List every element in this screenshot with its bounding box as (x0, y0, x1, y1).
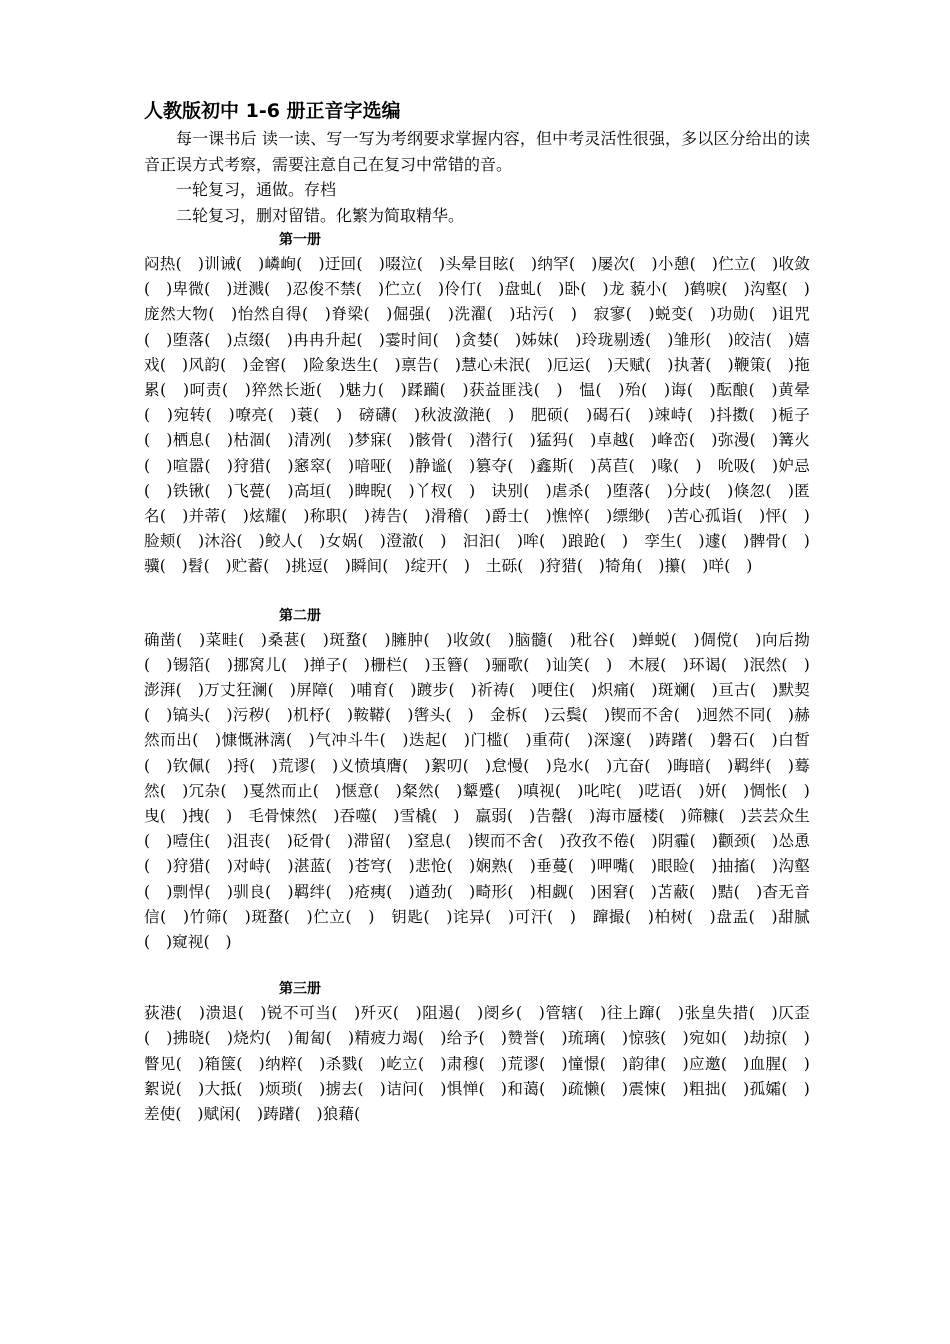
section-body-book3: 荻港( )溃退( )锐不可当( )歼灭( )阻遏( )阌乡( )管辖( )往上蹿( )张皇失措( )仄歪( )拂晓( )烧灼( )匍匐( )精疲力竭( )给予( )赞誉( )琉璃( )惊骇( )宛如( )劫掠( )瞥见( )箱箧( )纳粹( )杀戮( )屹立( )肃穆( )荒谬( )憧憬( )韵律( )应邀( )血腥( )絮说( )大抵( )烦琐( )掳去( )诘问( )惧惮( )和蔼( )疏懒( )震悚( )粗拙( )孤孀( )差使( )赋闲( )踌躇( )狼藉( (144, 1004, 810, 1124)
document-page (144, 96, 810, 1127)
document-title: 人教版初中 1-6 册正音字选编 (144, 100, 401, 122)
review-note-first: 一轮复习，通做。存档 (176, 180, 337, 199)
section-spacer (144, 580, 810, 604)
section-spacer (144, 955, 810, 977)
section-heading-book1: 第一册 (279, 232, 321, 248)
intro-paragraph: 每一课书后 读一读、写一写为考纲要求掌握内容，但中考灵活性很强，多以区分给出的读音正误方式考察，需要注意自己在复习中常错的音。 (144, 129, 810, 174)
section-body-book2: 确凿( )菜畦( )桑葚( )斑蝥( )臃肿( )收敛( )脑髓( )秕谷( )蝉蜕( )倜傥( )向后拗( )锡箔( )挪窝儿( )掸子( )栅栏( )玉簪( )骊歌( )讪笑( ) 木屐( )环谒( )泯然( )澎湃( )万丈狂澜( )屏障( )哺育( )踱步( )祈祷( )哽住( )炽痛( )斑斓( )亘古( )默契( )镐头( )污秽( )机杼( )鞍鞯( )辔头( ) 金柝( )云鬓( )锲而不舍( )迥然不同( )赫然而出( )慷慨淋漓( )气冲斗牛( )迭起( )门槛( )重荷( )深邃( )踌躇( )磐石( )白皙( )钦佩( )捋( )荒谬( )义愤填膺( )絮叨( )怠慢( )凫水( )亢奋( )晦暗( )羁绊( )蓦然( )冗杂( )戛然而止( )惬意( )粲然( )颦蹙( )嗔视( )叱咤( )呓语( )妍( )惆怅( )曳( )拽( ) 毛骨悚然( )吞噬( )雪橇( ) 羸弱( )告罄( )海市蜃楼( )筛糠( )芸芸众生( )噎住( )沮丧( )砭骨( )滞留( )窒息( )锲而不舍( )孜孜不倦( )阴霾( )颧颈( )怂恿( )狩猎( )对峙( )湛蓝( )苍穹( )悲怆( )娴熟( )垂蔓( )呷嘴( )眼睑( )抽搐( )沟壑( )剽悍( )驯良( )羁绊( )疮痍( )遒劲( )畸形( )相觑( )困窘( )苫蔽( )黠( )杳无音信( )竹筛( )斑蝥( )伫立( ) 钥匙( )诧异( )可汗( ) 蹿撮( )柏树( )盘盂( )甜腻( )窥视( ) (144, 630, 810, 952)
section-body-book1: 闷热( )训诫( )嶙峋( )迂回( )啜泣( )头晕目眩( )纳罕( )屡次( )小憩( )伫立( )收敛( )卑微( )迸溅( )忍俊不禁( )伫立( )伶仃( )盘虬( )卧( )龙 藐小( )鹤唳( )沟壑( )庞然大物( )怡然自得( )脊梁( )倔强( )洗濯( )玷污( ) 寂寥( )蜕变( )功勋( )诅咒( )堕落( )点缀( )冉冉升起( )霎时间( )贪婪( )姊妹( )玲珑剔透( )雏形( )皎洁( )嬉戏( )风韵( )金窖( )险象迭生( )禀告( )慧心未泯( )厄运( )天赋( )执著( )鞭策( )拖累( )呵责( )猝然长逝( )魅力( )蹂躏( )获益匪浅( ) 愠( )殆( )诲( )酝酿( )黄晕( )宛转( )嘹亮( )蓑( ) 磅礴( )秋波潋滟( ) 肥硕( )碣石( )竦峙( )抖擞( )栀子( )栖息( )枯涸( )清冽( )梦寐( )骸骨( )潜行( )猛犸( )卓越( )峰峦( )弥漫( )篝火( )喧嚣( )狩猎( )窸窣( )喑哑( )静谧( )篡夺( )鑫斯( )莴苣( )喙( ) 吮吸( )妒忌( )铁锹( )飞甍( )高垣( )睥睨( )丫杈( ) 诀别( )虐杀( )堕落( )分歧( )倏忽( )匿名( )并蒂( )炫耀( )称职( )祷告( )滑稽( )爵士( )憔悴( )缥缈( )苦心孤诣( )怦( )脸颊( )沐浴( )鲛人( )女娲( )澄澈( ) 汩汩( )哞( )踉跄( ) 孪生( )遽( )髀骨( )骥( )髫( )贮蓄( )挑逗( )瞬间( )绽开( ) 土砾( )狩猎( )犄角( )攥( )咩( ) (144, 255, 810, 576)
review-note-second: 二轮复习，删对留错。化繁为简取精华。 (176, 205, 465, 225)
section-heading-book2: 第二册 (279, 607, 321, 624)
section-heading-book3: 第三册 (279, 981, 321, 998)
